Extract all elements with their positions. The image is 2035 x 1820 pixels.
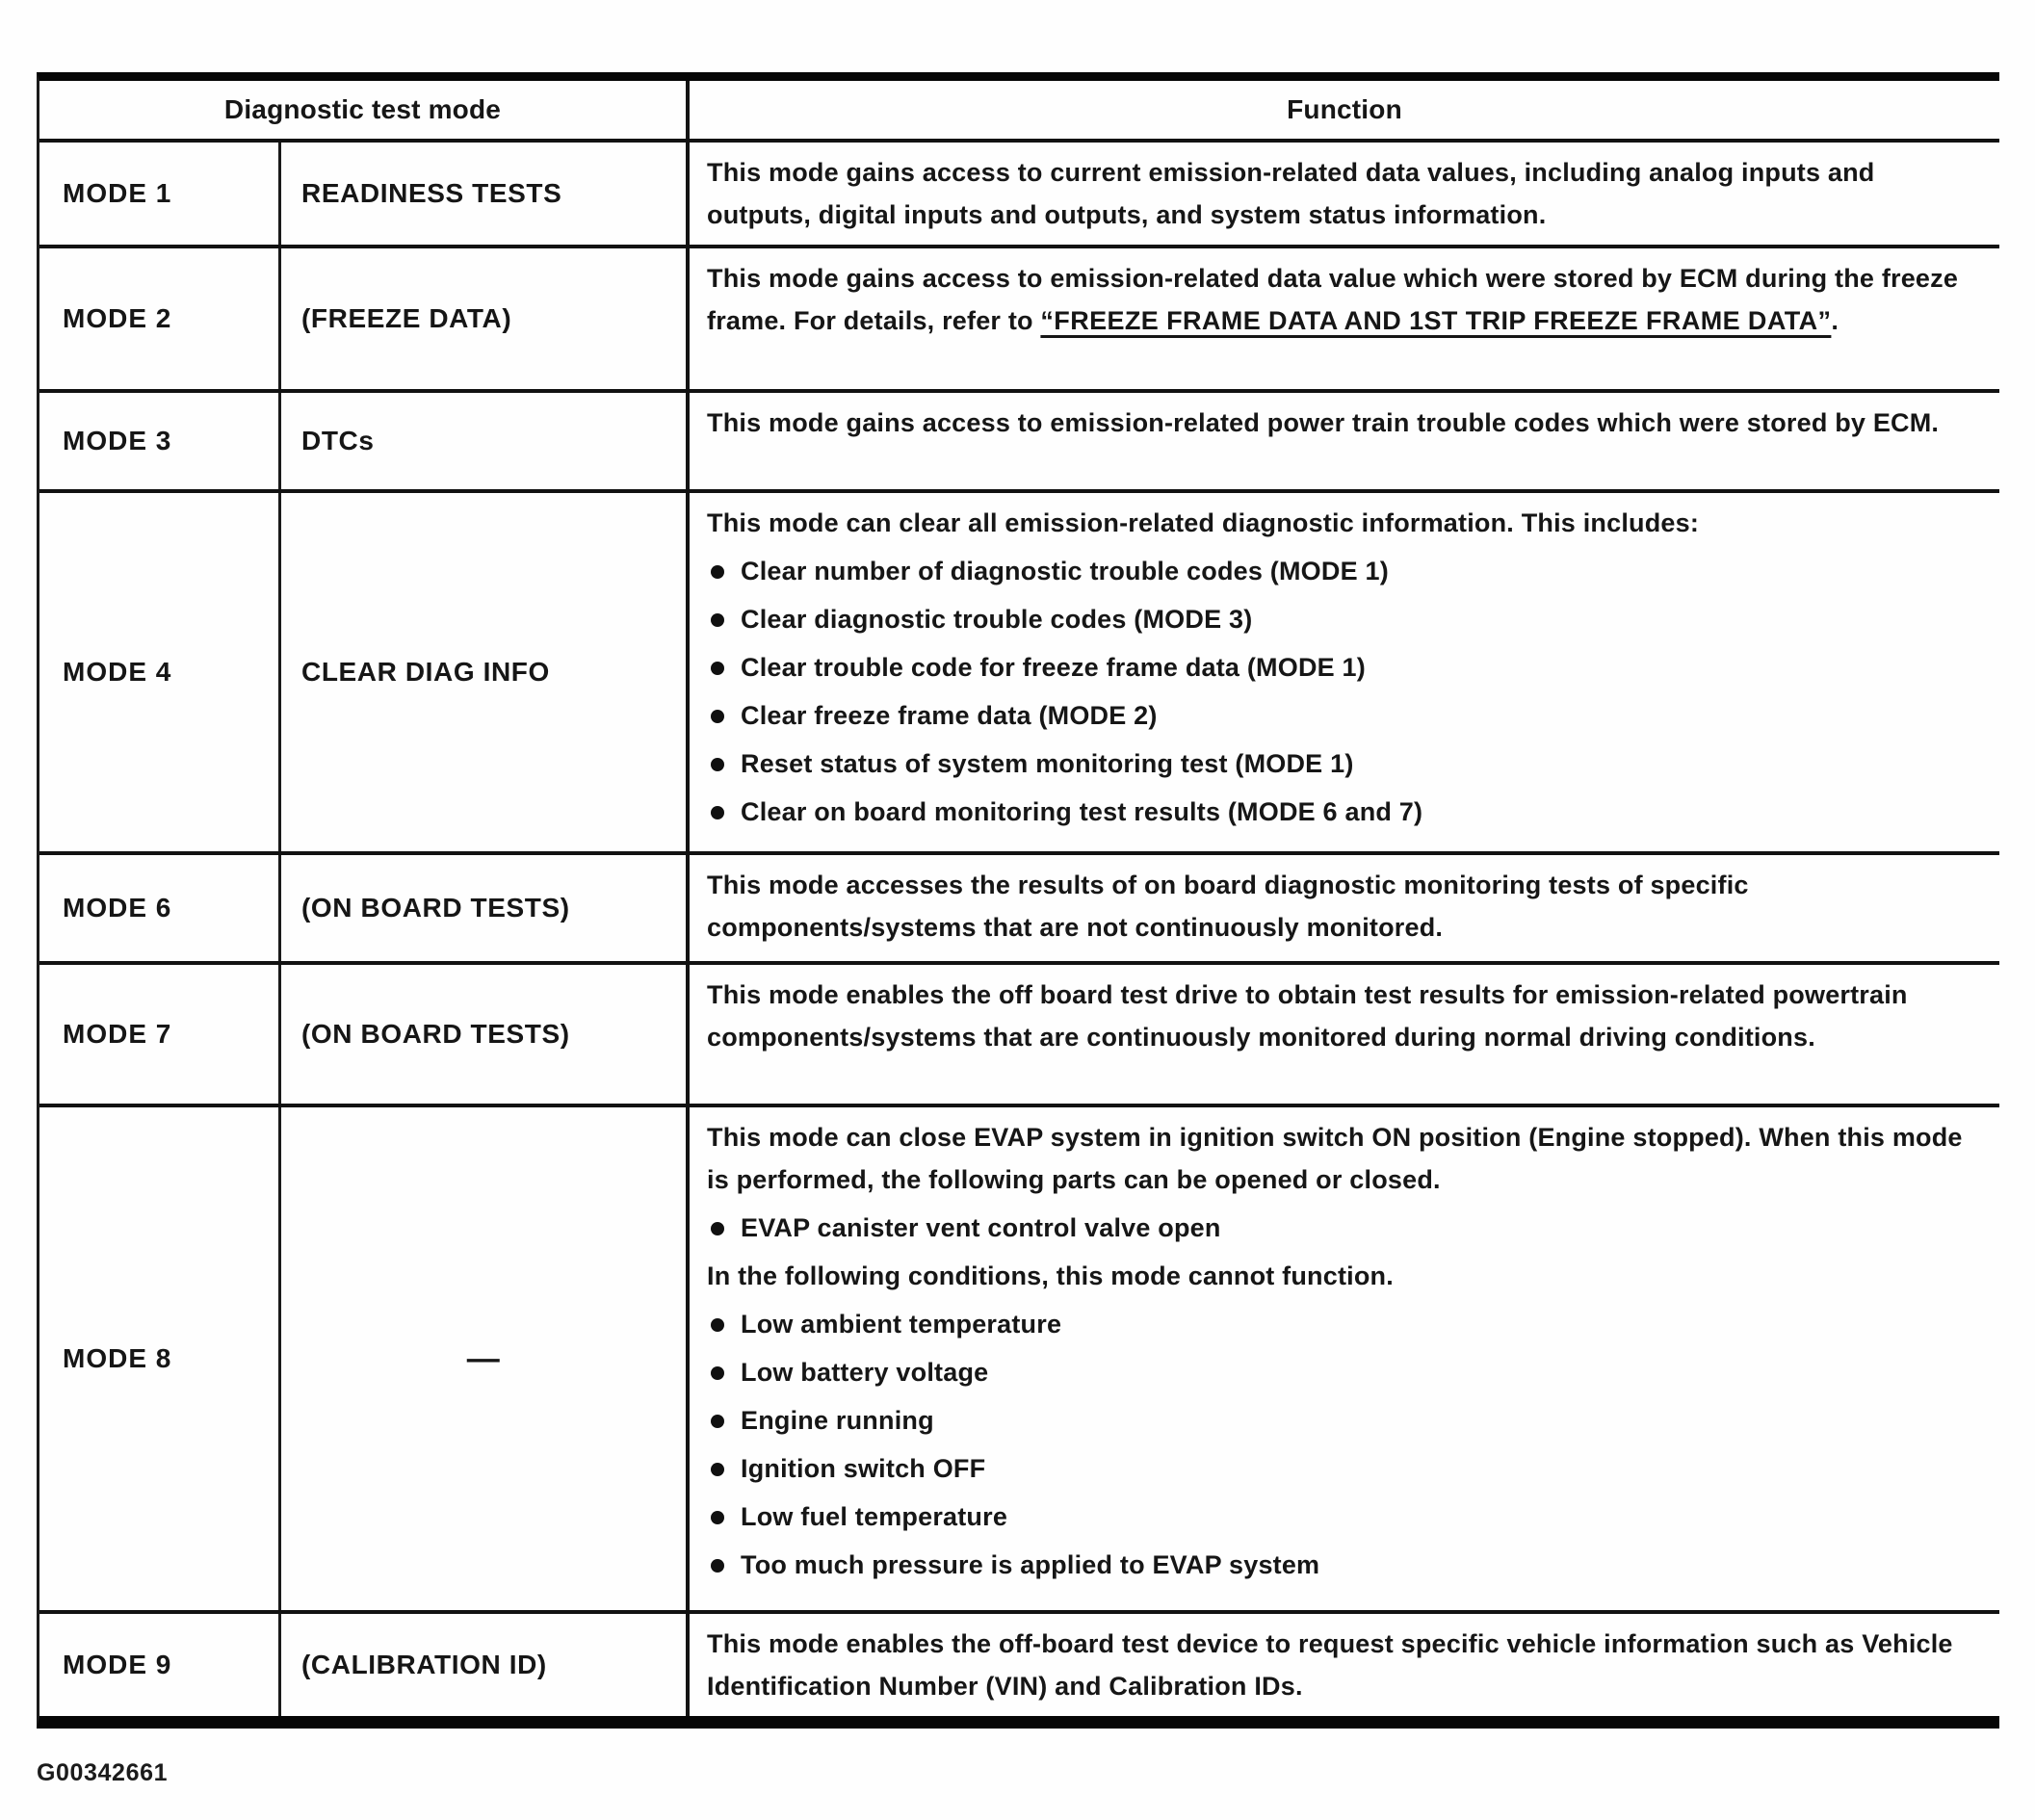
function-text: .	[1831, 306, 1839, 335]
test-name-cell: READINESS TESTS	[281, 143, 690, 245]
bullet-text: Engine running	[741, 1406, 934, 1435]
table-body	[39, 139, 1999, 1716]
function-text: This mode can close EVAP system in ignition switch ON position (Engine stopped). When this mode is performed, the following parts can be opened or closed.	[707, 1123, 1963, 1194]
function-text: This mode gains access to current emission-related data values, including analog inputs and outputs, digital inputs and outputs, and system status information.	[707, 158, 1875, 229]
bullet-item	[707, 694, 1986, 737]
test-name-cell: (CALIBRATION ID)	[281, 1614, 690, 1716]
bullet-icon	[711, 806, 724, 819]
bullet-icon	[711, 1415, 724, 1428]
bullet-text: Low ambient temperature	[741, 1310, 1062, 1339]
bullet-text: Clear freeze frame data (MODE 2)	[741, 701, 1158, 730]
freeze-frame-data-link[interactable]: “FREEZE FRAME DATA AND 1ST TRIP FREEZE FRAME DATA”	[1040, 306, 1832, 335]
bullet-icon	[711, 565, 724, 579]
function-text: This mode enables the off board test drive to obtain test results for emission-related powertrain components/systems that are continuously monitored during normal driving conditions.	[707, 980, 1908, 1052]
table-row	[39, 1104, 1999, 1610]
test-name-cell: (ON BOARD TESTS)	[281, 965, 690, 1104]
bullet-item	[707, 791, 1986, 833]
function-text: This mode accesses the results of on board diagnostic monitoring tests of specific components/systems that are not continuously monitored.	[707, 871, 1749, 942]
bullet-text: Low fuel temperature	[741, 1502, 1008, 1531]
figure-label: G00342661	[37, 1759, 169, 1786]
bullet-item	[707, 646, 1986, 689]
test-name-cell: (FREEZE DATA)	[281, 248, 690, 389]
mode-cell: MODE 9	[39, 1614, 281, 1716]
table-row	[39, 961, 1999, 1104]
function-paragraph	[707, 402, 1986, 444]
bullet-text: Clear number of diagnostic trouble codes (MODE 1)	[741, 557, 1389, 585]
table-header-row	[39, 81, 1999, 139]
bullet-item	[707, 1495, 1986, 1538]
column-header-function: Function	[1287, 94, 1402, 124]
function-text: This mode can clear all emission-related diagnostic information. This includes:	[707, 508, 1700, 537]
function-text: This mode gains access to emission-related power train trouble codes which were stored by ECM.	[707, 408, 1940, 437]
function-cell	[690, 965, 1999, 1104]
bullet-item	[707, 598, 1986, 640]
mode-cell: MODE 3	[39, 393, 281, 489]
function-paragraph	[707, 257, 1986, 342]
table-row	[39, 245, 1999, 389]
function-cell	[690, 855, 1999, 961]
table-row	[39, 489, 1999, 851]
test-name-cell: (ON BOARD TESTS)	[281, 855, 690, 961]
bullet-text: Clear diagnostic trouble codes (MODE 3)	[741, 605, 1253, 634]
mode-cell: MODE 8	[39, 1107, 281, 1610]
function-cell	[690, 1107, 1999, 1610]
table-row	[39, 851, 1999, 961]
function-text: This mode enables the off-board test device to request specific vehicle information such as Vehicle Identification Number (VIN) and Calibration IDs.	[707, 1629, 1953, 1701]
bullet-icon	[711, 1366, 724, 1380]
bullet-icon	[711, 710, 724, 723]
bullet-icon	[711, 1318, 724, 1332]
bullet-text: Too much pressure is applied to EVAP system	[741, 1550, 1320, 1579]
function-paragraph	[707, 151, 1986, 236]
bullet-icon	[711, 1463, 724, 1476]
bullet-text: Clear on board monitoring test results (MODE 6 and 7)	[741, 797, 1423, 826]
function-cell	[690, 393, 1999, 489]
bullet-icon	[711, 613, 724, 627]
bullet-icon	[711, 1222, 724, 1235]
function-text: In the following conditions, this mode cannot function.	[707, 1261, 1394, 1290]
bullet-item	[707, 1207, 1986, 1249]
function-paragraph	[707, 864, 1986, 949]
bullet-item	[707, 742, 1986, 785]
test-name-cell: DTCs	[281, 393, 690, 489]
mode-cell: MODE 7	[39, 965, 281, 1104]
table-row	[39, 389, 1999, 489]
bullet-text: Clear trouble code for freeze frame data (MODE 1)	[741, 653, 1366, 682]
mode-cell: MODE 4	[39, 493, 281, 851]
bullet-icon	[711, 1511, 724, 1524]
function-cell	[690, 143, 1999, 245]
function-paragraph	[707, 1623, 1986, 1707]
function-cell	[690, 1614, 1999, 1716]
column-header-diagnostic-test-mode: Diagnostic test mode	[39, 81, 690, 139]
mode-cell: MODE 2	[39, 248, 281, 389]
function-cell	[690, 493, 1999, 851]
bullet-item	[707, 550, 1986, 592]
bullet-item	[707, 1544, 1986, 1586]
function-cell	[690, 248, 1999, 389]
function-paragraph	[707, 502, 1986, 544]
bullet-icon	[711, 758, 724, 771]
bullet-item	[707, 1399, 1986, 1442]
test-name-cell: —	[281, 1107, 690, 1610]
mode-cell: MODE 6	[39, 855, 281, 961]
function-paragraph	[707, 974, 1986, 1058]
function-paragraph	[707, 1116, 1986, 1201]
test-name-cell: CLEAR DIAG INFO	[281, 493, 690, 851]
function-paragraph	[707, 1255, 1986, 1297]
bullet-icon	[711, 662, 724, 675]
bullet-icon	[711, 1559, 724, 1573]
diagnostic-test-mode-table	[37, 72, 1999, 1729]
function-text: This mode gains access to emission-related data value which were stored by ECM during the freeze frame. For details, refer to	[707, 264, 1959, 335]
table-row	[39, 1610, 1999, 1716]
bullet-text: EVAP canister vent control valve open	[741, 1213, 1221, 1242]
bullet-text: Ignition switch OFF	[741, 1454, 986, 1483]
bullet-text: Low battery voltage	[741, 1358, 989, 1387]
bullet-item	[707, 1447, 1986, 1490]
bullet-item	[707, 1351, 1986, 1393]
mode-cell: MODE 1	[39, 143, 281, 245]
table-row	[39, 139, 1999, 245]
bullet-text: Reset status of system monitoring test (MODE 1)	[741, 749, 1354, 778]
bullet-item	[707, 1303, 1986, 1345]
